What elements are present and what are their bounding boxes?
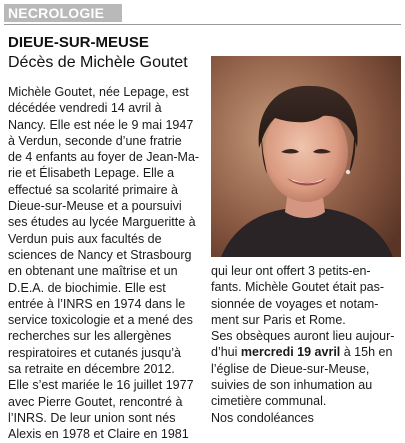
body-line: en obtenant une maîtrise et un bbox=[8, 264, 178, 279]
body-line: respiratoires et cutanés jusqu’à bbox=[8, 345, 182, 360]
body-line: ment sur Paris et Rome. bbox=[211, 312, 346, 327]
funeral-line-suffix: à 15h en bbox=[340, 345, 393, 360]
article-headline: Décès de Michèle Goutet bbox=[8, 54, 188, 71]
body-line: fants. Michèle Goutet était pas- bbox=[211, 280, 385, 295]
body-line: service toxicologie et a mené des bbox=[8, 313, 193, 328]
left-column-text bbox=[8, 84, 204, 443]
rubric-label: NECROLOGIE bbox=[8, 5, 105, 21]
body-line: à Verdun, seconde d’une fratrie bbox=[8, 133, 182, 148]
body-line: Nos condoléances bbox=[211, 410, 314, 425]
body-line: Elle s’est mariée le 16 juillet 1977 bbox=[8, 378, 194, 393]
body-line: décédée vendredi 14 avril à bbox=[8, 101, 162, 116]
body-line: Michèle Goutet, née Lepage, est bbox=[8, 85, 189, 99]
body-line: de 4 enfants au foyer de Jean-Ma- bbox=[8, 150, 200, 165]
body-line: qui leur ont offert 3 petits-en- bbox=[211, 264, 371, 278]
portrait-photo bbox=[211, 56, 401, 257]
funeral-line-prefix: d’hui bbox=[211, 345, 241, 360]
body-line: sionnée de voyages et notam- bbox=[211, 296, 379, 311]
body-line: rie et Élisabeth Lepage. Elle a bbox=[8, 166, 175, 181]
portrait-photo-icon bbox=[211, 56, 401, 257]
body-line: effectué sa scolarité primaire à bbox=[8, 182, 178, 197]
body-line: l’église de Dieue-sur-Meuse, bbox=[211, 361, 370, 376]
body-line: avec Pierre Goutet, rencontré à bbox=[8, 394, 183, 409]
body-line: recherches sur les allergènes bbox=[8, 329, 172, 344]
body-line: cimetière communal. bbox=[211, 394, 327, 409]
body-line: sciences de Nancy et Strasbourg bbox=[8, 247, 192, 262]
body-line: Alexis en 1978 et Claire en 1981 bbox=[8, 427, 189, 442]
body-line: Nancy. Elle est née le 9 mai 1947 bbox=[8, 117, 194, 132]
body-line: D.E.A. de biochimie. Elle est bbox=[8, 280, 166, 295]
body-line: entrée à l’INRS en 1974 dans le bbox=[8, 296, 186, 311]
body-line: Ses obsèques auront lieu aujour- bbox=[211, 329, 395, 344]
body-line: ses études au lycée Margueritte à bbox=[8, 215, 196, 230]
funeral-date: mercredi 19 avril bbox=[240, 345, 341, 360]
body-line: Dieue-sur-Meuse et a poursuivi bbox=[8, 199, 182, 214]
location-dateline: DIEUE-SUR-MEUSE bbox=[8, 34, 149, 51]
body-line: suivies de son inhumation au bbox=[211, 378, 373, 393]
body-line: sa retraite en décembre 2012. bbox=[8, 362, 175, 377]
body-line: l’INRS. De leur union sont nés bbox=[8, 410, 176, 425]
right-column-text bbox=[211, 263, 401, 426]
body-line: Verdun puis aux facultés de bbox=[8, 231, 162, 246]
rubric-divider bbox=[4, 24, 401, 25]
funeral-date-line bbox=[211, 344, 401, 360]
